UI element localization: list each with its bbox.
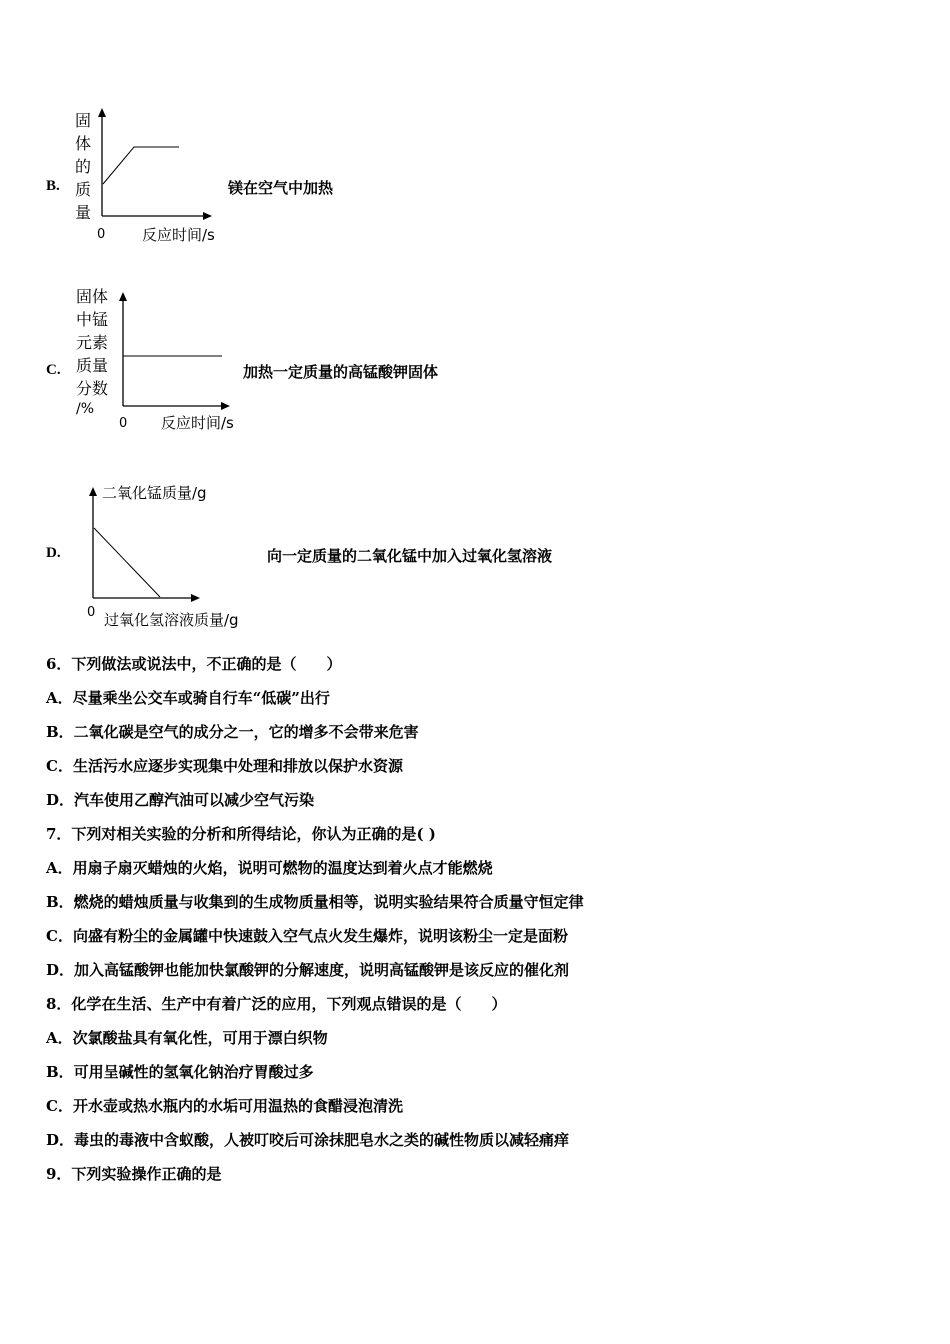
question-8-stem: 8．化学在生活、生产中有着广泛的应用，下列观点错误的是（ ） — [46, 995, 507, 1013]
question-7-option-c: C．向盛有粉尘的金属罐中快速鼓入空气点火发生爆炸，说明该粉尘一定是面粉 — [46, 927, 568, 945]
option-d-description: 向一定质量的二氧化锰中加入过氧化氢溶液 — [267, 547, 553, 565]
graph-b-xlabel: 反应时间/s — [142, 226, 215, 244]
question-6-option-b: B．二氧化碳是空气的成分之一，它的增多不会带来危害 — [46, 723, 419, 741]
graph-d — [80, 478, 270, 634]
graph-c-x-arrow — [221, 402, 230, 410]
question-6-option-a: A．尽量乘坐公交车或骑自行车“低碳”出行 — [46, 689, 330, 707]
graph-c-ylabel-line: 元素 — [76, 333, 109, 352]
graph-d-y-arrow — [89, 487, 97, 496]
graph-c — [72, 282, 252, 434]
option-b-description: 镁在空气中加热 — [228, 179, 334, 197]
graph-b-ylabel-char: 量 — [75, 203, 92, 222]
graph-b-origin: 0 — [97, 227, 106, 242]
graph-c-ylabel-line: /% — [76, 401, 95, 417]
graph-b-ylabel-char: 质 — [75, 180, 92, 199]
question-6-option-d: D．汽车使用乙醇汽油可以减少空气污染 — [46, 791, 315, 809]
graph-c-ylabel-line: 质量 — [76, 356, 109, 375]
option-b-letter: B. — [46, 178, 60, 194]
graph-d-ylabel: 二氧化锰质量/g — [102, 484, 207, 502]
graph-c-y-arrow — [119, 292, 127, 301]
graph-c-ylabel-line: 分数 — [76, 379, 109, 398]
question-8-option-d: D．毒虫的毒液中含蚁酸，人被叮咬后可涂抹肥皂水之类的碱性物质以减轻痛痒 — [46, 1131, 570, 1149]
question-8-option-a: A．次氯酸盐具有氧化性，可用于漂白织物 — [46, 1029, 328, 1047]
question-6-stem: 6．下列做法或说法中，不正确的是（ ） — [46, 655, 342, 673]
graph-b — [70, 100, 240, 250]
graph-d-x-arrow — [191, 594, 200, 602]
graph-c-ylabel-line: 中锰 — [76, 310, 109, 329]
question-8-option-b: B．可用呈碱性的氢氧化钠治疗胃酸过多 — [46, 1063, 314, 1081]
graph-b-curve — [103, 147, 179, 184]
question-7-option-b: B．燃烧的蜡烛质量与收集到的生成物质量相等，说明实验结果符合质量守恒定律 — [46, 893, 584, 911]
graph-b-ylabel-char: 的 — [75, 157, 92, 176]
question-8-option-c: C．开水壶或热水瓶内的水垢可用温热的食醋浸泡清洗 — [46, 1097, 403, 1115]
graph-d-xlabel: 过氧化氢溶液质量/g — [104, 611, 239, 629]
graph-c-xlabel: 反应时间/s — [161, 414, 234, 432]
graph-d-origin: 0 — [87, 605, 96, 620]
option-c-letter: C. — [46, 362, 61, 378]
question-9-stem: 9．下列实验操作正确的是 — [46, 1165, 222, 1183]
graph-d-curve — [94, 528, 160, 597]
graph-c-ylabel — [76, 287, 108, 417]
graph-b-ylabel-char: 体 — [75, 134, 92, 153]
graph-b-ylabel — [75, 111, 91, 222]
question-7-option-d: D．加入高锰酸钾也能加快氯酸钾的分解速度，说明高锰酸钾是该反应的催化剂 — [46, 961, 570, 979]
graph-c-origin: 0 — [119, 416, 128, 431]
question-7-option-a: A．用扇子扇灭蜡烛的火焰，说明可燃物的温度达到着火点才能燃烧 — [46, 859, 493, 877]
option-d-letter: D. — [46, 545, 61, 561]
graph-b-y-arrow — [98, 108, 106, 117]
question-7-stem: 7．下列对相关实验的分析和所得结论，你认为正确的是( ) — [46, 825, 436, 843]
graph-b-x-arrow — [203, 212, 212, 220]
graph-b-ylabel-char: 固 — [75, 111, 92, 130]
option-c-description: 加热一定质量的高锰酸钾固体 — [243, 363, 439, 381]
graph-c-ylabel-line: 固体 — [76, 287, 109, 306]
question-6-option-c: C．生活污水应逐步实现集中处理和排放以保护水资源 — [46, 757, 403, 775]
